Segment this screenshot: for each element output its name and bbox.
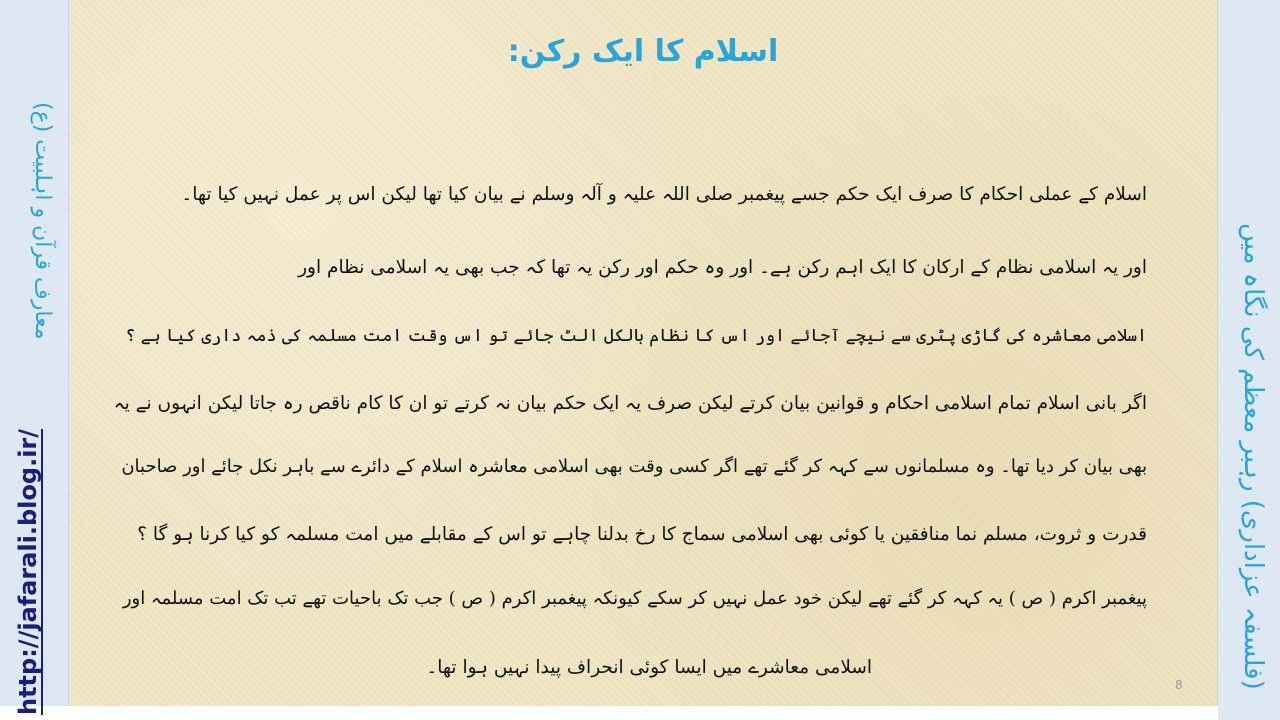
- body-line-1: اسلام کے عملی احکام کا صرف ایک حکم جسے پیغمبر صلی اللہ علیہ و آلہ وسلم نے بیان کیا تھا لیکن اس پر عمل نہیں کیا تھا۔: [181, 184, 1147, 205]
- left-sidebar-title: معارف قرآن و اہلبیت (ع): [30, 102, 55, 340]
- body-line-3: اسلامی معاشرہ کی گاڑی پٹری سے نیچے آجائے اور اس کا نظام بالکل الٹ جائے تو اس وقت امت مسلمہ کی ذمہ داری کیا ہے ؟: [125, 326, 1147, 346]
- right-sidebar-title: (فلسفہ عزاداری) رہبر معظم کی نگاہ میں: [1238, 223, 1268, 690]
- body-line-2: اور یہ اسلامی نظام کے ارکان کا ایک اہم رکن ہے۔ اور وہ حکم اور رکن یہ تھا کہ جب بھی یہ اسلامی نظام اور: [298, 257, 1147, 278]
- footer-strip: [0, 706, 1218, 720]
- body-line-7: پیغمبر اکرم ( ص ) یہ کہہ کر گئے تھے لیکن خود عمل نہیں کر سکے کیونکہ پیغمبر اکرم ( ص ) جب تک باحیات تھے تب تک امت مسلمہ اور: [122, 588, 1147, 609]
- slide-heading: اسلام کا ایک رکن:: [507, 34, 779, 69]
- body-line-4: اگر بانی اسلام تمام اسلامی احکام و قوانین بیان کرتے لیکن صرف یہ ایک حکم بیان نہ کرتے تو ان کا کام ناقص رہ جاتا لیکن انہوں نے یہ: [113, 393, 1147, 414]
- page-number: 8: [1175, 678, 1183, 692]
- body-line-5: بھی بیان کر دیا تھا۔ وہ مسلمانوں سے کہہ کر گئے تھے اگر کسی وقت بھی اسلامی معاشرہ اسلام کے دائرے سے باہر نکل جائے اور صاحبان: [121, 456, 1147, 477]
- body-line-8: اسلامی معاشرے میں ایسا کوئی انحراف پیدا نہیں ہوا تھا۔: [426, 657, 872, 678]
- blog-url-link[interactable]: http://jafarali.blog.ir/: [14, 428, 42, 715]
- body-line-6: قدرت و ثروت، مسلم نما منافقین یا کوئی بھی اسلامی سماج کا رخ بدلنا چاہے تو اس کے مقابلے میں امت مسلمہ کو کیا کرنا ہو گا ؟: [137, 524, 1147, 545]
